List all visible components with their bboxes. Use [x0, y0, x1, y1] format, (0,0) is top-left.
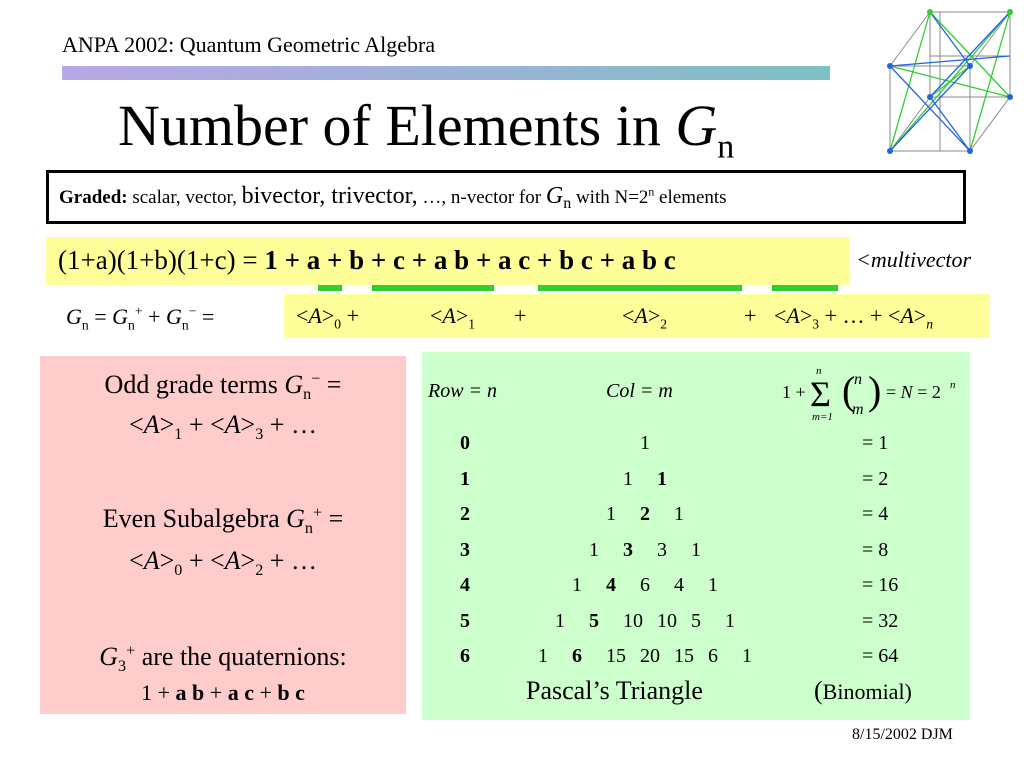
grade-sum-box [284, 294, 990, 338]
pascal-entry: 4 [606, 574, 616, 596]
binomial-sum-formula [782, 364, 962, 430]
pascal-entry: 10 [657, 609, 677, 632]
header-gradient-bar [62, 66, 830, 80]
pascal-row-total: = 1 [862, 432, 889, 454]
graded-big-text: bivector, trivector, [241, 183, 418, 209]
pascal-caption-paren: (Binomial) [814, 676, 912, 705]
graded-tail-end: elements [659, 187, 727, 208]
multivector-expansion: 1 + a + b + c + a b + a c + b c + a b c [264, 245, 676, 275]
pascal-entry: 1 [674, 503, 684, 525]
pascal-entry: 4 [674, 574, 684, 596]
pascal-entry: 15 [674, 645, 694, 667]
pascal-row-number: 4 [460, 574, 470, 596]
slide-title-symbol: G [675, 93, 718, 158]
pascal-entry: 3 [623, 538, 633, 561]
quaternion-line2: 1 + a b + a c + b c [141, 680, 305, 705]
svg-text:m: m [852, 401, 864, 418]
pascal-entry: 15 [606, 645, 626, 667]
svg-text:): ) [868, 368, 882, 413]
pascal-entry: 1 [623, 467, 633, 490]
odd-grade-line2: $<A>_1 + <A>_3$ + … [129, 410, 317, 444]
pascal-entry: 1 [742, 645, 752, 667]
pascal-entry: 1 [538, 645, 548, 667]
hypercube-diagram-icon [880, 6, 1022, 156]
pascal-entry: 1 [640, 432, 650, 454]
pascal-entry: 1 [691, 538, 701, 561]
pascal-row-total: = 2 [862, 467, 889, 490]
multivector-expansion-box [46, 237, 850, 285]
slide-title-subscript: n [717, 128, 735, 166]
slide-title-text: Number of Elements in [118, 93, 676, 158]
pascal-entry: 1 [708, 574, 718, 596]
pascal-row-total: = 16 [862, 574, 899, 596]
multivector-product: (1+a)(1+b)(1+c) [58, 245, 236, 275]
footer-date: 8/15/2002 DJM [852, 726, 953, 743]
pascal-triangle-panel [422, 352, 970, 720]
pascal-entry: 1 [572, 574, 582, 596]
graded-tail-text: with N=2 [575, 187, 649, 208]
svg-text:= N = 2: = N = 2 [886, 382, 941, 402]
graded-subscript: n [563, 194, 572, 212]
pascal-entry: 20 [640, 645, 660, 667]
pascal-caption: Pascal’s Triangle [526, 676, 703, 705]
grade-2-term: $<A>_2$ [622, 303, 668, 332]
grade-plus-1: + [514, 303, 527, 328]
svg-text:m=1: m=1 [812, 411, 833, 423]
subalgebra-panel [40, 356, 406, 714]
svg-text:1 +: 1 + [782, 382, 806, 402]
grade-plus-2: + [744, 303, 757, 328]
pascal-row-total: = 64 [862, 645, 899, 667]
grade-0-term: $<A>_0$ + [296, 303, 360, 332]
pascal-entry: 6 [640, 574, 650, 596]
svg-text:n: n [950, 379, 956, 391]
pascal-row-number: 0 [460, 432, 470, 454]
pascal-entry: 6 [708, 645, 718, 667]
graded-tail-sup: n [648, 185, 655, 199]
graded-label: Graded: [59, 187, 128, 208]
svg-text:Σ: Σ [810, 374, 831, 414]
pascal-row-number: 5 [460, 609, 470, 632]
pascal-row-total: = 8 [862, 538, 889, 561]
pascal-entry: 1 [606, 503, 616, 525]
grade-1-term: $<A>_1$ [430, 303, 476, 332]
grade3-underline [772, 285, 838, 291]
graded-definition-box [46, 170, 966, 224]
grade2-underline [538, 285, 742, 291]
grade1-underline [372, 285, 494, 291]
pascal-entry: 10 [623, 609, 643, 632]
gn-decomposition-equation: $G_n = G_n^+ + G_n^-$ = [66, 303, 215, 333]
multivector-note: <multivector [856, 247, 972, 272]
pascal-entry: 1 [589, 538, 599, 561]
pascal-row-number: 2 [460, 503, 470, 525]
pascal-row-number: 3 [460, 538, 470, 561]
pascal-row-number: 6 [460, 645, 470, 667]
multivector-equals: = [242, 245, 258, 275]
pascal-entry: 6 [572, 645, 582, 667]
pascal-entry: 2 [640, 503, 650, 525]
even-subalgebra-line1: Even Subalgebra $G_n^+$ = [102, 504, 344, 538]
pascal-row-number: 1 [460, 467, 470, 490]
odd-grade-line1: Odd grade terms $G_n^-$ = [104, 370, 342, 404]
graded-symbol: G [545, 183, 564, 209]
pascal-entry: 1 [657, 467, 667, 490]
grade-3-term: $<A>_3$ + … + $<A>_n$ [774, 303, 934, 332]
col-header: Col = m [606, 380, 673, 402]
pascal-entry: 5 [589, 609, 599, 632]
pascal-entry: 1 [555, 609, 565, 632]
binomial-sum-svg [782, 364, 962, 424]
pascal-row-total: = 32 [862, 609, 899, 632]
grade0-underline [318, 285, 342, 291]
row-header: Row = n [428, 380, 498, 402]
svg-text:n: n [854, 371, 862, 388]
pascal-row-total: = 4 [862, 503, 889, 525]
even-subalgebra-line2: $<A>_0 + <A>_2$ + … [129, 546, 317, 580]
quaternion-line1: $G_3^+$ are the quaternions: [99, 642, 347, 676]
graded-small-text: scalar, vector, [132, 187, 237, 208]
pascal-entry: 3 [657, 538, 667, 561]
presentation-header: ANPA 2002: Quantum Geometric Algebra [62, 32, 436, 57]
svg-text:(: ( [842, 368, 856, 413]
slide-title [118, 92, 735, 166]
svg-text:n: n [816, 365, 822, 377]
pascal-entry: 5 [691, 609, 701, 632]
pascal-entry: 1 [725, 609, 735, 632]
graded-mid-text: …, n-vector for [422, 187, 542, 208]
